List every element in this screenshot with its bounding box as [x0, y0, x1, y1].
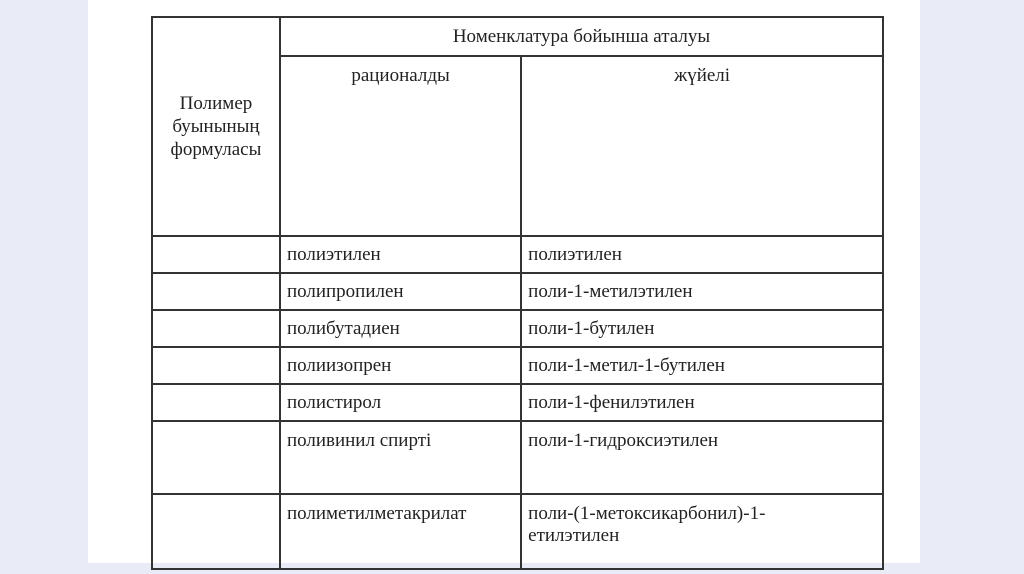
formula-cell: [152, 310, 280, 347]
rational-name-cell: полибутадиен: [280, 310, 521, 347]
header-formula-line: буынының: [172, 116, 260, 137]
table-row: [152, 273, 883, 310]
formula-cell: [152, 236, 280, 273]
formula-cell: [152, 347, 280, 384]
rational-name-cell: полиметилметакрилат: [280, 494, 521, 569]
slide-page: [88, 0, 920, 563]
systematic-name-cell: полиэтилен: [521, 236, 883, 273]
nomenclature-table: [151, 16, 884, 570]
systematic-name-cell: поли-1-фенилэтилен: [521, 384, 883, 421]
rational-name-cell: поливинил спирті: [280, 421, 521, 494]
header-formula-line: формуласы: [170, 139, 262, 160]
formula-cell: [152, 421, 280, 494]
header-formula-line: Полимер: [179, 93, 253, 114]
table-row: [152, 310, 883, 347]
systematic-name-cell: поли-1-бутилен: [521, 310, 883, 347]
table-header-row: [152, 17, 883, 56]
header-nomenclature: Номенклатура бойынша аталуы: [280, 17, 883, 56]
systematic-name-line: поли-(1-метоксикарбонил)-1-: [528, 503, 766, 524]
systematic-name-cell: поли-1-гидроксиэтилен: [521, 421, 883, 494]
formula-cell: [152, 273, 280, 310]
table-row: [152, 384, 883, 421]
rational-name-cell: полиизопрен: [280, 347, 521, 384]
table-row: [152, 236, 883, 273]
header-systematic: жүйелі: [521, 56, 883, 236]
rational-name-cell: полистирол: [280, 384, 521, 421]
header-rational: рационалды: [280, 56, 521, 236]
systematic-name-cell: поли-1-метил-1-бутилен: [521, 347, 883, 384]
table-row: [152, 347, 883, 384]
rational-name-cell: полипропилен: [280, 273, 521, 310]
systematic-name-cell: поли-1-метилэтилен: [521, 273, 883, 310]
table-row: [152, 494, 883, 569]
header-formula: [152, 17, 280, 236]
formula-cell: [152, 494, 280, 569]
table-row: [152, 421, 883, 494]
rational-name-cell: полиэтилен: [280, 236, 521, 273]
systematic-name-cell: [521, 494, 883, 569]
systematic-name-line: етилэтилен: [528, 525, 620, 546]
formula-cell: [152, 384, 280, 421]
